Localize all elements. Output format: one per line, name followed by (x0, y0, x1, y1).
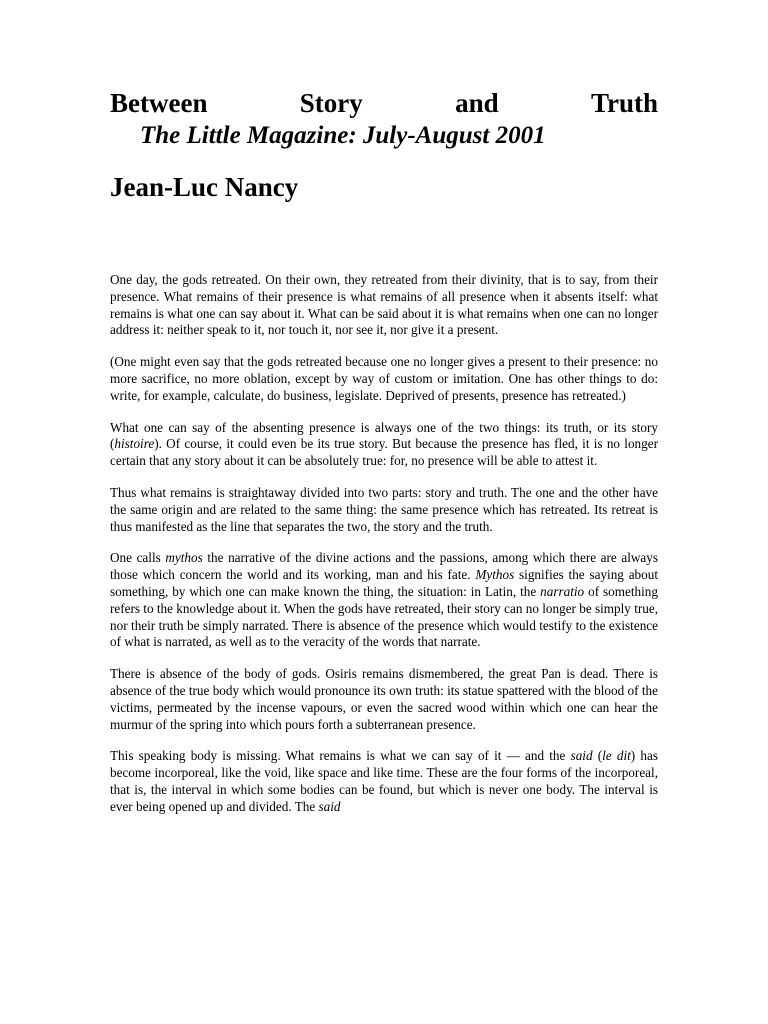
title-word: Truth (590, 88, 658, 118)
author-name: Jean-Luc Nancy (110, 172, 299, 202)
text-run: ). Of course, it could even be its true story. But because the presence has fled, it is no longer certain that any story about it can be absolutely true: for, no presence will be able to attest it. (110, 436, 658, 469)
text-run: There is absence of the body of gods. Osiris remains dismembered, the great Pan is dead. There is absence of the true body which would pronounce its own truth: its statue spattered with the blood of the victims, permeated by the incense vapours, or even the sacred wood within which one can hear the murmur of the spring into which pours forth a subterranean presence. (110, 666, 658, 732)
title-word: Story (299, 88, 363, 118)
body-paragraph (110, 354, 658, 404)
text-run: ) has become incorporeal, like the void, like space and like time. These are the four forms of the incorporeal, that is, the interval in which some bodies can be found, but which is never one body. The interval is ever being opened up and divided. The (110, 748, 658, 814)
document-page (110, 86, 658, 831)
text-run: (One might even say that the gods retreated because one no longer gives a present to their presence: no more sacrifice, no more oblation, except by way of custom or imitation. One has other things to do: write, for example, calculate, do business, legislate. Deprived of presents, presence has retreated.) (110, 354, 658, 403)
italic-term: Mythos (475, 567, 515, 583)
italic-term: said (570, 748, 593, 764)
text-run: One calls (110, 550, 166, 566)
body-paragraph (110, 550, 658, 651)
document-subtitle: The Little Magazine: July-August 2001 (140, 122, 546, 149)
body-paragraph (110, 272, 658, 339)
italic-term: said (318, 798, 341, 814)
body-paragraph (110, 420, 658, 470)
body-paragraph (110, 666, 658, 733)
title-word: and (455, 88, 499, 118)
body-paragraph (110, 485, 658, 535)
text-run: This speaking body is missing. What remains is what we can say of it — and the (110, 748, 571, 764)
italic-term: le dit (602, 748, 631, 764)
text-run: What one can say of the absenting presence is always one of the two things: its truth, or its story ( (110, 419, 658, 452)
text-run: the narrative of the divine actions and the passions, among which there are always those which concern the world and its working, man and his fate. (110, 550, 658, 583)
body-paragraph (110, 748, 658, 815)
text-run: of something refers to the knowledge about it. When the gods have retreated, their story can no longer be simply true, nor their truth be simply narrated. There is absence of the presence which would testify to the existence of what is narrated, as well as to the veracity of the words that narrate. (110, 583, 658, 650)
italic-term: mythos (165, 550, 203, 566)
italic-term: histoire (114, 436, 155, 452)
document-title (110, 86, 658, 120)
text-run: Thus what remains is straightaway divided into two parts: story and truth. The one and the other have the same origin and are related to the same thing: the same presence which has retreated. Its retreat is thus manifested as the line that separates the two, the story and the truth. (110, 484, 658, 534)
text-run: signifies the saying about something, by which one can make known the thing, the situation: in Latin, the (110, 567, 659, 599)
title-word: Between (110, 88, 208, 118)
text-run: ( (592, 748, 603, 764)
italic-term: narratio (540, 583, 585, 599)
article-body (110, 272, 658, 816)
text-run: One day, the gods retreated. On their own, they retreated from their divinity, that is to say, from their presence. What remains of their presence is what remains of all presence when it absents itself: what remains is what one can say about it. What can be said about it is what remains when one can no longer address it: neither speak to it, nor touch it, nor see it, nor give it a present. (110, 272, 658, 338)
